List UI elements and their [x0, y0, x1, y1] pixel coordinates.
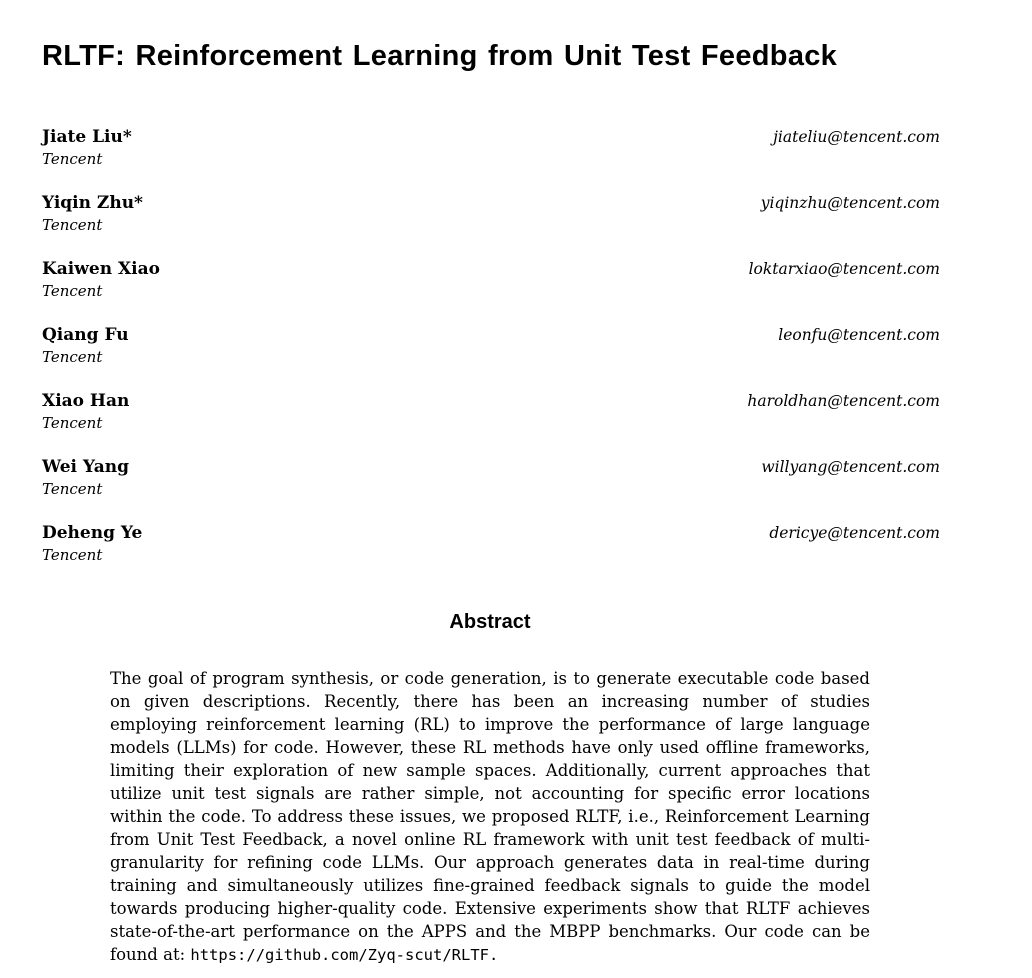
paper-title: RLTF: Reinforcement Learning from Unit Test Feedback: [42, 40, 838, 72]
author-line: [42, 325, 940, 346]
author-name: Qiang Fu: [42, 325, 129, 345]
author-name: Jiate Liu*: [42, 127, 132, 147]
author-name: Yiqin Zhu*: [42, 193, 143, 213]
author-block: [42, 127, 940, 169]
author-affiliation: Tencent: [42, 480, 103, 498]
author-name: Kaiwen Xiao: [42, 259, 160, 279]
abstract-body: [110, 667, 870, 967]
abstract-trailing-period: .: [489, 946, 499, 964]
author-name: Deheng Ye: [42, 523, 143, 543]
author-line: [42, 523, 940, 544]
code-repository-link[interactable]: https://github.com/Zyq-scut/RLTF: [190, 946, 489, 964]
author-block: [42, 259, 940, 301]
author-name: Xiao Han: [42, 391, 130, 411]
author-block: [42, 193, 940, 235]
author-affiliation: Tencent: [42, 546, 103, 564]
author-affiliation: Tencent: [42, 348, 103, 366]
author-line: [42, 127, 940, 148]
author-affiliation: Tencent: [42, 414, 103, 432]
author-block: [42, 457, 940, 499]
author-email: jiateliu@tencent.com: [773, 128, 940, 146]
author-name: Wei Yang: [42, 457, 129, 477]
author-email: willyang@tencent.com: [761, 458, 940, 476]
author-email: yiqinzhu@tencent.com: [760, 194, 940, 212]
author-affiliation: Tencent: [42, 216, 103, 234]
author-line: [42, 193, 940, 214]
author-line: [42, 391, 940, 412]
author-block: [42, 391, 940, 433]
author-line: [42, 457, 940, 478]
abstract-text: The goal of program synthesis, or code generation, is to generate executable code based on given descriptions. Recently, there has been an increasing number of studies employing reinforcement learning (RL) to improve the performance of large language models (LLMs) for code. However, these RL methods have only used offline frameworks, limiting their exploration of new sample spaces. Additionally, current approaches that utilize unit test signals are rather simple, not accounting for specific error locations within the code. To address these issues, we proposed RLTF, i.e., Reinforcement Learning from Unit Test Feedback, a novel online RL framework with unit test feedback of multi-granularity for refining code LLMs. Our approach generates data in real-time during training and simultaneously utilizes fine-grained feedback signals to guide the model towards producing higher-quality code. Extensive experiments show that RLTF achieves state-of-the-art performance on the APPS and the MBPP benchmarks. Our code can be found at:: [110, 669, 870, 964]
author-affiliation: Tencent: [42, 150, 103, 168]
author-affiliation: Tencent: [42, 282, 103, 300]
author-line: [42, 259, 940, 280]
author-block: [42, 523, 940, 565]
author-email: loktarxiao@tencent.com: [748, 260, 940, 278]
author-email: dericye@tencent.com: [769, 524, 940, 542]
author-block: [42, 325, 940, 367]
author-email: haroldhan@tencent.com: [747, 392, 940, 410]
author-list: [42, 127, 940, 565]
abstract-heading: Abstract: [449, 611, 531, 633]
author-email: leonfu@tencent.com: [778, 326, 940, 344]
